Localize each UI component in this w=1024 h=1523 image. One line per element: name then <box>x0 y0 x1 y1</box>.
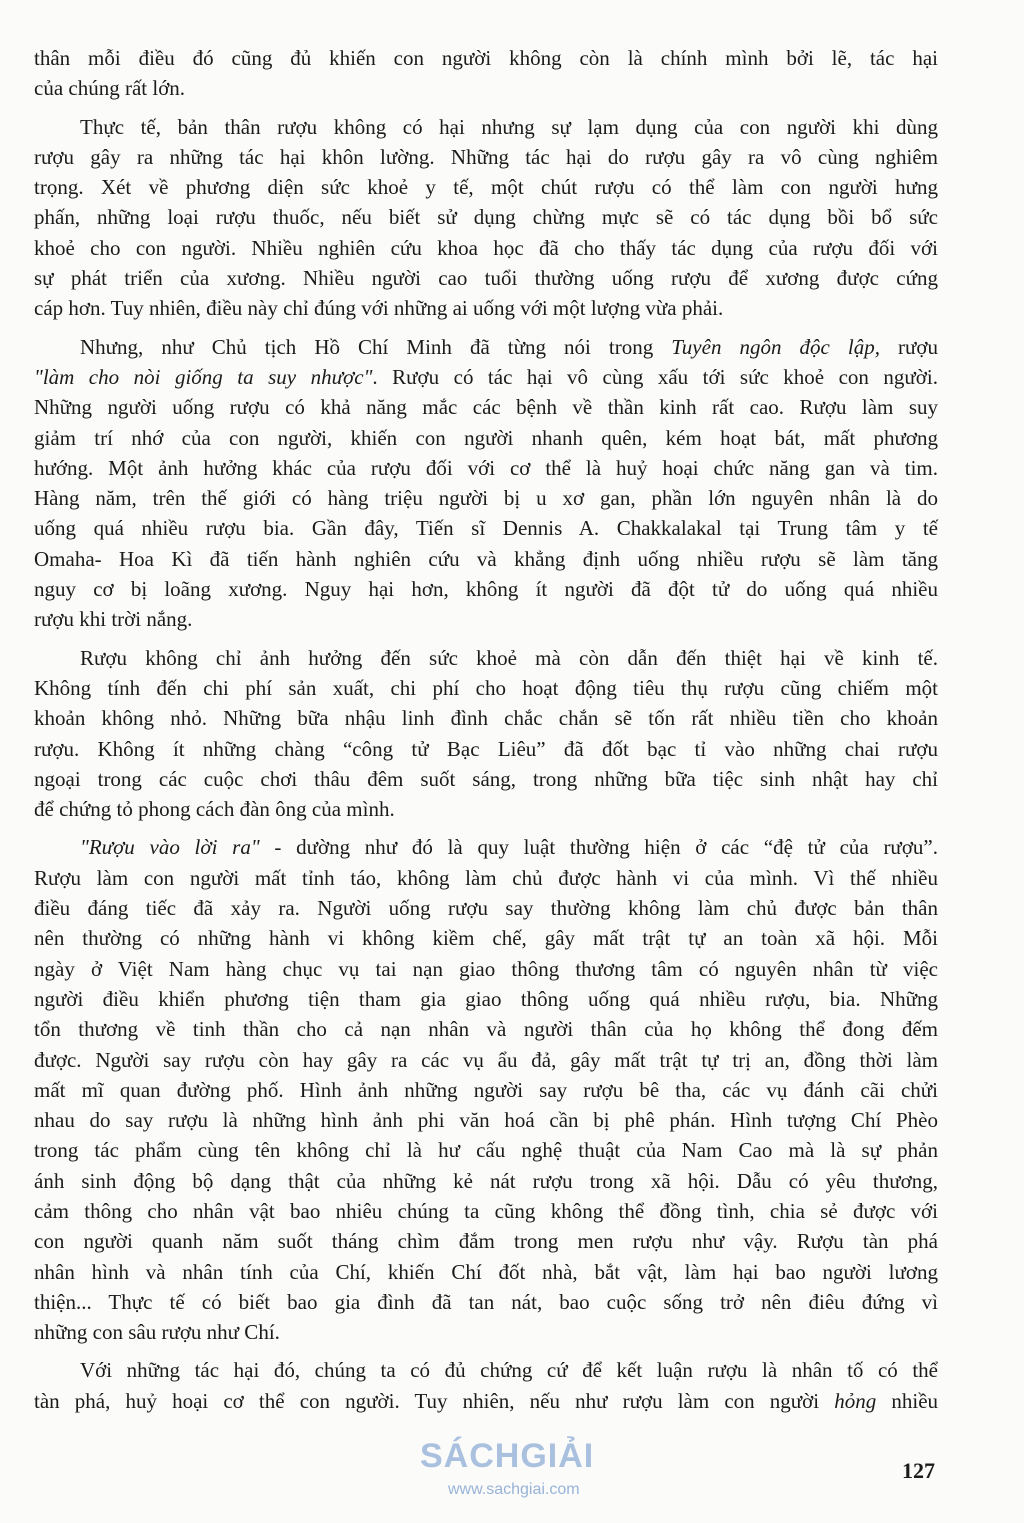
text-line <box>34 1257 938 1287</box>
text-segment: người điều khiển phương tiện tham gia giao thông uống quá nhiều rượu, bia. Những <box>34 986 938 1011</box>
text-segment: cáp hơn. Tuy nhiên, điều này chỉ đúng với những ai uống với một lượng vừa phải. <box>34 296 724 321</box>
italic-text: "Rượu vào lời ra" <box>80 835 260 860</box>
italic-text: "làm cho nòi giống ta suy nhược" <box>34 364 373 389</box>
text-line <box>34 263 938 293</box>
text-segment: con người quanh năm suốt tháng chìm đắm trong men rượu như vậy. Rượu tàn phá <box>34 1229 938 1254</box>
watermark <box>420 1436 640 1516</box>
text-segment: ngày ở Việt Nam hàng chục vụ tai nạn giao thông thương tâm có nguyên nhân từ việc <box>34 956 938 981</box>
text-segment: nhân hình và nhân tính của Chí, khiến Chí đốt nhà, bắt vật, làm hại bao người lương <box>34 1259 938 1284</box>
text-segment: Không tính đến chi phí sản xuất, chi phí cho hoạt động tiêu thụ rượu cũng chiếm một <box>34 675 938 700</box>
text-line <box>34 112 938 142</box>
text-segment: những con sâu rượu như Chí. <box>34 1320 280 1345</box>
text-segment: giảm trí nhớ của con người, khiến con người nhanh quên, kém hoạt bát, mất phương <box>34 425 938 450</box>
text-segment: rượu. Không ít những chàng “công tử Bạc Liêu” đã đốt bạc tỉ vào những chai rượu <box>34 736 938 761</box>
text-segment: Nhưng, như Chủ tịch Hồ Chí Minh đã từng nói trong <box>80 334 672 359</box>
text-segment: rượu <box>879 334 938 359</box>
text-line <box>34 483 938 513</box>
text-segment: khoản không nhỏ. Những bữa nhậu linh đình chắc chắn sẽ tốn rất nhiều tiền cho khoản <box>34 706 938 731</box>
text-segment: hướng. Một ảnh hưởng khác của rượu đối với cơ thể là huỷ hoại chức năng gan và tim. <box>34 455 938 480</box>
text-line <box>34 43 938 73</box>
text-segment: uống quá nhiều rượu bia. Gần đây, Tiến sĩ Dennis A. Chakkalakal tại Trung tâm y tế <box>34 516 938 541</box>
text-line <box>34 233 938 263</box>
text-line <box>34 1166 938 1196</box>
text-segment: ngoại trong các cuộc chơi thâu đêm suốt sáng, trong những bữa tiệc sinh nhật hay chỉ <box>34 766 938 791</box>
text-line <box>34 1287 938 1317</box>
text-line <box>34 794 938 824</box>
text-segment: được. Người say rượu còn hay gây ra các vụ ẩu đả, gây mất trật tự trị an, đồng thời làm <box>34 1047 938 1072</box>
document-body <box>34 43 938 1416</box>
text-line <box>34 954 938 984</box>
text-line <box>34 513 938 543</box>
text-line <box>34 423 938 453</box>
text-segment: của chúng rất lớn. <box>34 76 186 101</box>
text-line <box>34 1226 938 1256</box>
watermark-url: www.sachgiai.com <box>448 1481 580 1498</box>
text-segment: thân mỗi điều đó cũng đủ khiến con người không còn là chính mình bởi lẽ, tác hại <box>34 46 938 70</box>
text-line <box>34 1105 938 1135</box>
text-segment: rượu khi trời nắng. <box>34 607 193 632</box>
text-segment: phấn, những loại rượu thuốc, nếu biết sử dụng chừng mực sẽ có tác dụng bồi bổ sức <box>34 205 938 230</box>
text-line <box>34 392 938 422</box>
text-segment: mất mĩ quan đường phố. Hình ảnh những người say rượu bê tha, các vụ đánh cãi chửi <box>34 1077 938 1102</box>
text-segment: Những người uống rượu có khả năng mắc các bệnh về thần kinh rất cao. Rượu làm suy <box>34 395 938 420</box>
text-line <box>34 1135 938 1165</box>
text-line <box>34 604 938 634</box>
text-line <box>34 1075 938 1105</box>
paragraph <box>34 43 938 104</box>
text-line <box>34 1196 938 1226</box>
text-segment: khoẻ cho con người. Nhiều nghiên cứu khoa học đã cho thấy tác dụng của rượu đối với <box>34 235 938 260</box>
text-line <box>34 863 938 893</box>
text-line <box>34 544 938 574</box>
paragraph <box>34 1355 938 1416</box>
text-line <box>34 673 938 703</box>
text-segment: tàn phá, huỷ hoại cơ thể con người. Tuy nhiên, nếu như rượu làm con người <box>34 1388 835 1413</box>
text-segment: Với những tác hại đó, chúng ta có đủ chứng cứ để kết luận rượu là nhân tố có thể <box>80 1358 938 1383</box>
text-line <box>34 893 938 923</box>
text-segment: sự phát triển của xương. Nhiều người cao tuổi thường uống rượu để xương được cứng <box>34 266 938 291</box>
text-line <box>34 142 938 172</box>
text-segment: tổn thương về tinh thần cho cả nạn nhân và người thân của họ không thể đong đếm <box>34 1017 938 1042</box>
text-line <box>34 293 938 323</box>
italic-text: hỏng <box>834 1388 877 1413</box>
text-segment: nhiều <box>876 1388 939 1413</box>
text-line <box>34 1386 938 1416</box>
text-line <box>34 73 938 103</box>
text-line <box>34 332 938 362</box>
text-segment: nguy cơ bị loãng xương. Nguy hại hơn, không ít người đã đột tử do uống quá nhiều <box>34 577 938 602</box>
text-segment: Thực tế, bản thân rượu không có hại nhưng sự lạm dụng của con người khi dùng <box>80 114 938 139</box>
text-segment: Hàng năm, trên thế giới có hàng triệu người bị u xơ gan, phần lớn nguyên nhân là do <box>34 486 938 511</box>
text-line <box>34 453 938 483</box>
text-line <box>34 574 938 604</box>
paragraph <box>34 832 938 1347</box>
paragraph <box>34 643 938 825</box>
text-segment: Rượu không chỉ ảnh hưởng đến sức khoẻ mà còn dẫn đến thiệt hại về kinh tế. <box>80 645 938 670</box>
text-line <box>34 1317 938 1347</box>
text-line <box>34 202 938 232</box>
text-segment: cảm thông cho nhân vật bao nhiêu chúng ta cũng không thể đồng tình, chia sẻ được với <box>34 1198 938 1223</box>
page-number: 127 <box>902 1458 935 1483</box>
watermark-logo: SÁCHGIẢI <box>420 1437 595 1475</box>
text-segment: Omaha- Hoa Kì đã tiến hành nghiên cứu và khẳng định uống nhiều rượu sẽ làm tăng <box>34 546 938 571</box>
text-segment: điều đáng tiếc đã xảy ra. Người uống rượu say thường không làm chủ được bản thân <box>34 896 938 921</box>
italic-text: Tuyên ngôn độc lập, <box>671 334 880 359</box>
text-line <box>34 923 938 953</box>
text-segment: nhau do say rượu là những hình ảnh phi văn hoá cần bị phê phán. Hình tượng Chí Phèo <box>34 1108 938 1133</box>
text-segment: trọng. Xét về phương diện sức khoẻ y tế, một chút rượu có thể làm con người hưng <box>34 175 938 200</box>
text-segment: Rượu làm con người mất tỉnh táo, không làm chủ được hành vi của mình. Vì thế nhiều <box>34 865 938 890</box>
text-segment: trong tác phẩm cùng tên không chỉ là hư cấu nghệ thuật của Nam Cao mà là sự phản <box>34 1138 938 1163</box>
text-segment: thiện... Thực tế có biết bao gia đình đã tan nát, bao cuộc sống trở nên điêu đứng vì <box>34 1289 938 1314</box>
text-segment: - dường như đó là quy luật thường hiện ở các “đệ tử của rượu”. <box>259 835 938 860</box>
text-line <box>34 643 938 673</box>
text-line <box>34 1045 938 1075</box>
text-segment: . Rượu có tác hại vô cùng xấu tới sức khoẻ con người. <box>372 364 938 389</box>
text-line <box>34 764 938 794</box>
text-line <box>34 734 938 764</box>
text-segment: để chứng tỏ phong cách đàn ông của mình. <box>34 797 395 822</box>
text-segment: rượu gây ra những tác hại khôn lường. Những tác hại do rượu gây ra vô cùng nghiêm <box>34 144 938 169</box>
text-line <box>34 1355 938 1385</box>
text-segment: nên thường có những hành vi không kiềm chế, gây mất trật tự an toàn xã hội. Mỗi <box>34 926 938 951</box>
text-line <box>34 703 938 733</box>
paragraph <box>34 332 938 635</box>
paragraph <box>34 112 938 324</box>
text-line <box>34 362 938 392</box>
text-line <box>34 1014 938 1044</box>
text-segment: ánh sinh động bộ dạng thật của những kẻ nát rượu trong xã hội. Dẫu có yêu thương, <box>34 1168 938 1193</box>
text-line <box>34 172 938 202</box>
text-line <box>34 984 938 1014</box>
text-line <box>34 832 938 862</box>
